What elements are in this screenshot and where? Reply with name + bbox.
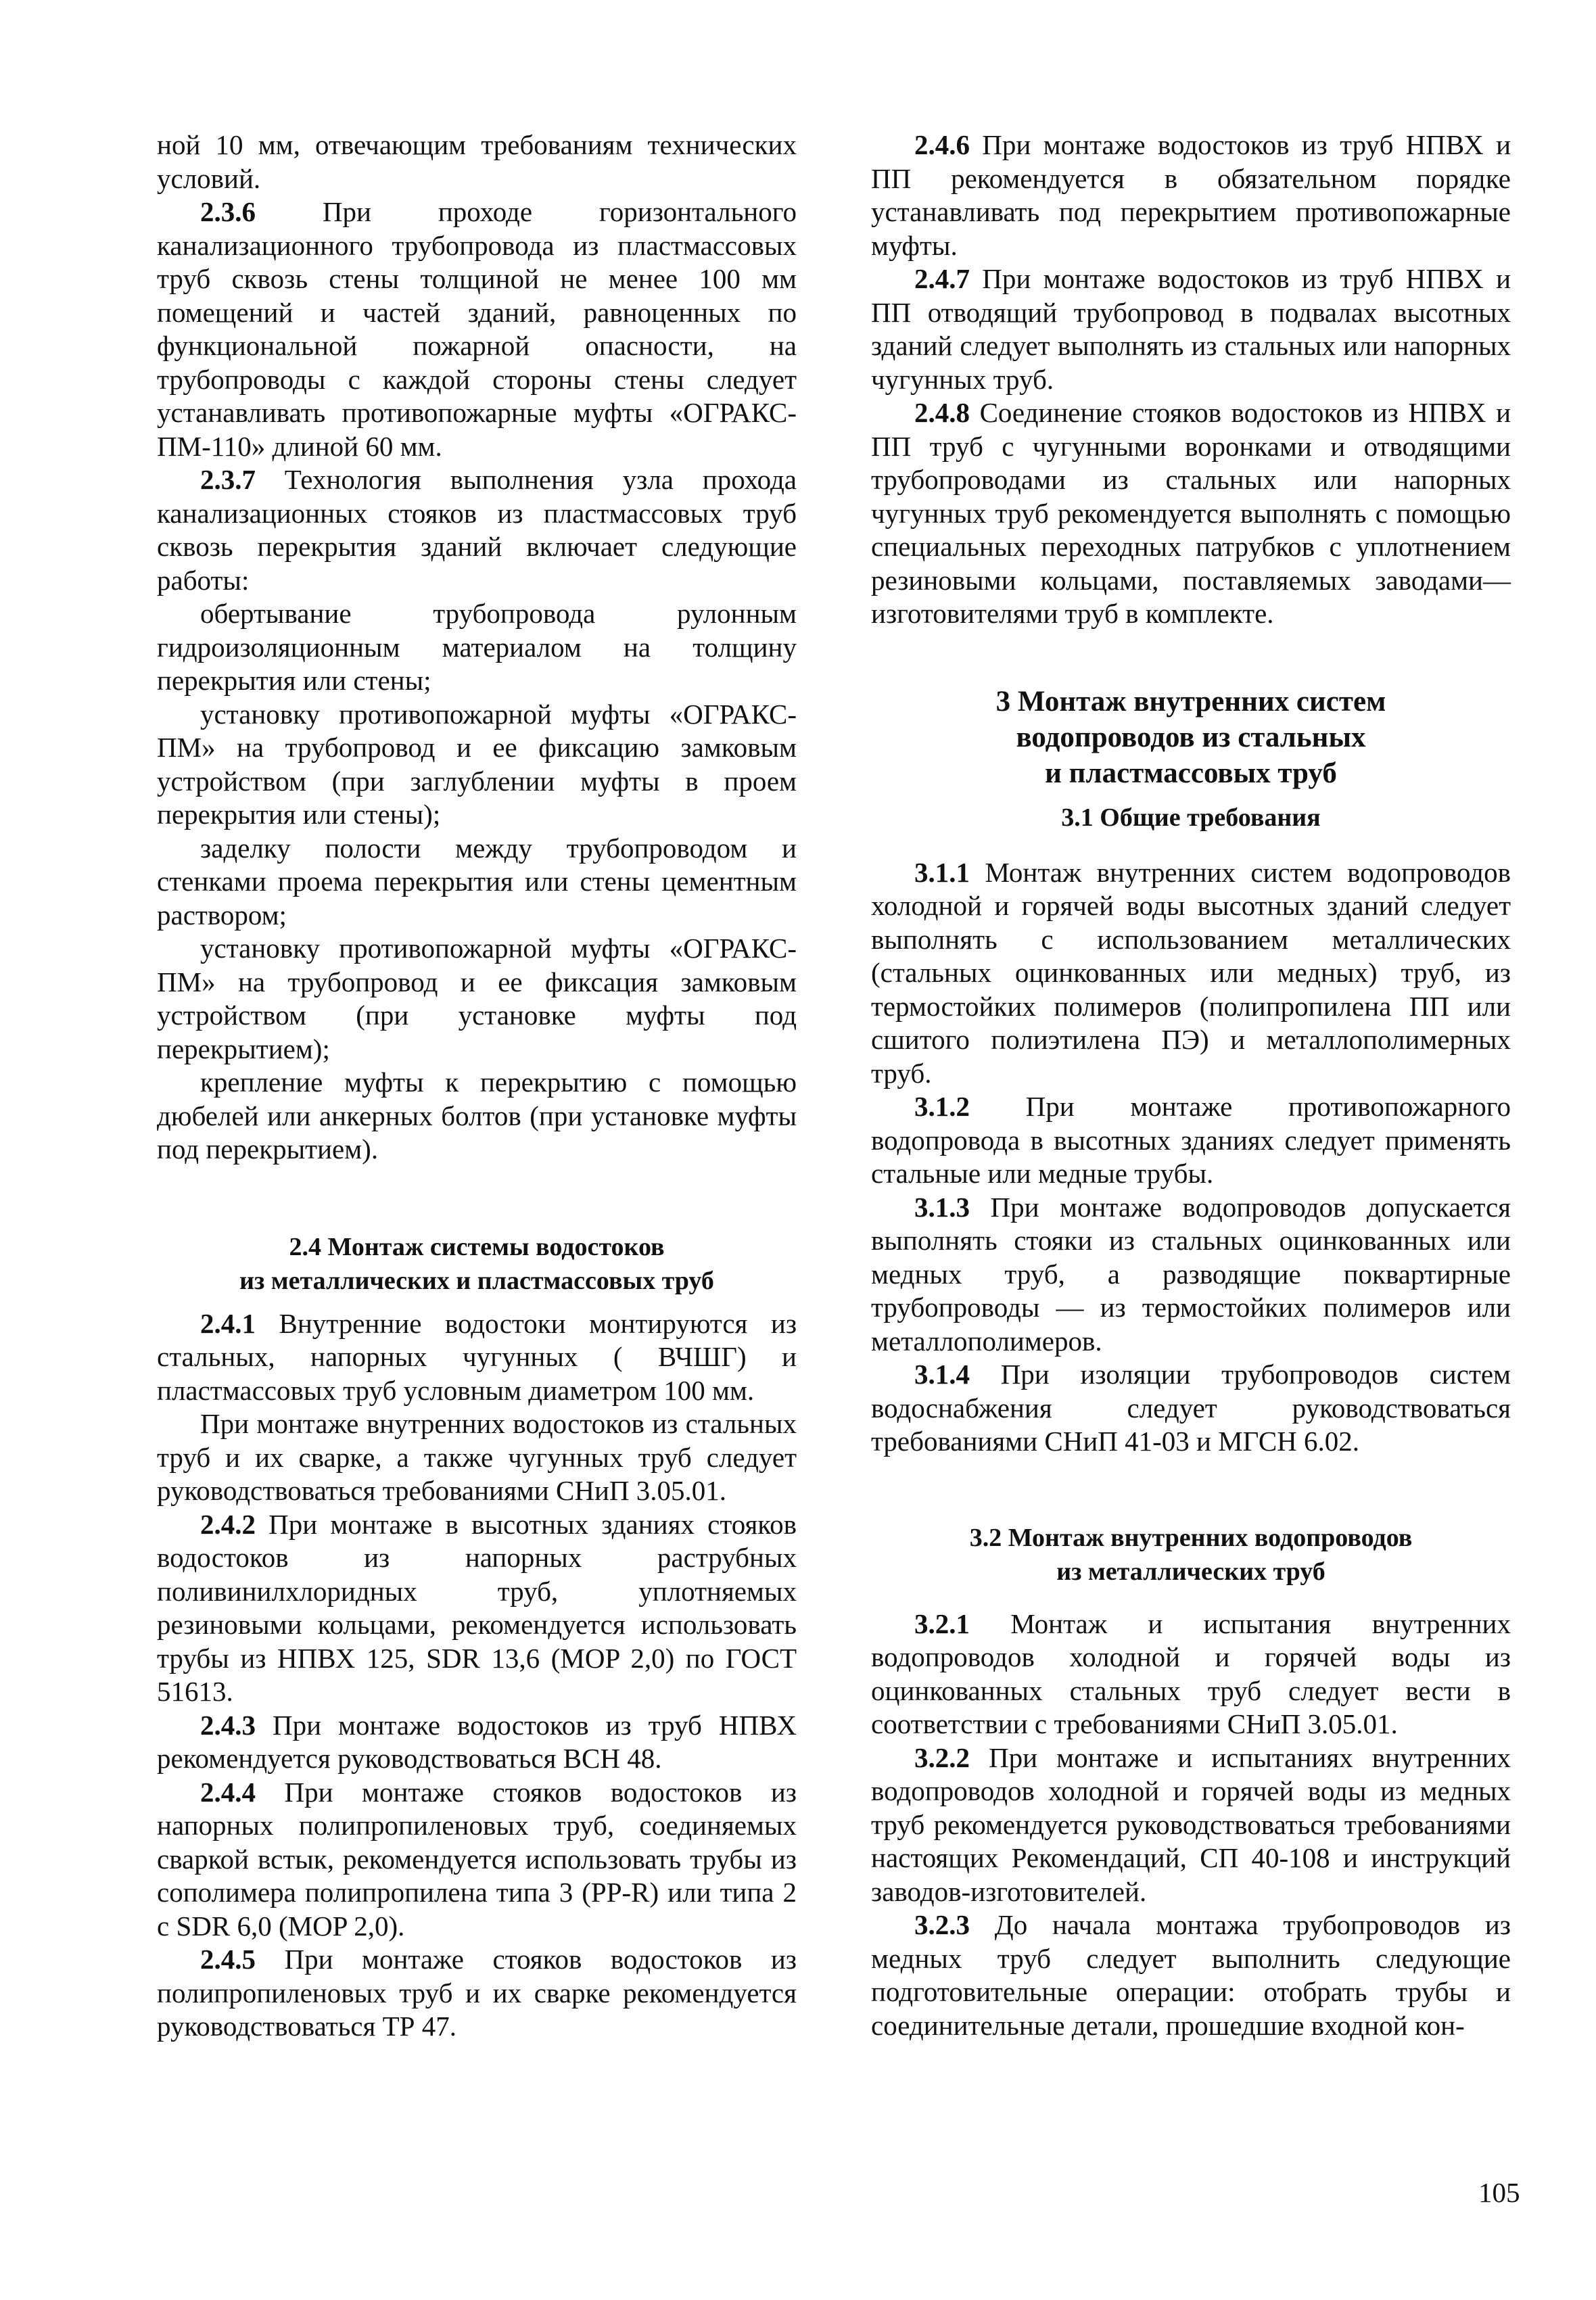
- paragraph-3-1-2: [871, 1090, 1511, 1191]
- paragraph-3-2-3: [871, 1908, 1511, 2042]
- clause-text: При монтаже водостоков из труб НПВХ и ПП отводящий трубопровод в подвалах высотных зданий следует выполнять из стальных или напорных чугунных труб.: [871, 263, 1511, 395]
- clause-number: 2.4.1: [200, 1307, 256, 1339]
- clause-text: При монтаже и испытаниях внутренних водопроводов холодной и горячей воды из медных труб рекомендуется руководствоваться требованиями настоящих Рекомендаций, СП 40-108 и инструкций заводов-изготовителей.: [871, 1741, 1511, 1907]
- clause-text: При проходе горизонтального канализационного трубопровода из пластмассовых труб сквозь стены толщиной не менее 100 мм помещений и частей зданий, равноценных по функциональной пожарной опасности, на трубопроводы с каждой стороны стены следует устанавливать противопожарные муфты «ОГРАКС-ПМ-110» длиной 60 мм.: [157, 196, 797, 462]
- clause-text: Внутренние водостоки монтируются из стальных, напорных чугунных ( ВЧШГ) и пластмассовых труб условным диаметром 100 мм.: [157, 1307, 797, 1406]
- clause-text: При монтаже стояков водостоков из полипропиленовых труб и их сварке рекомендуется руководствоваться ТР 47.: [157, 1944, 797, 2042]
- list-item: заделку полости между трубопроводом и стенками проема перекрытия или стены цементным раствором;: [157, 832, 797, 931]
- clause-number: 2.4.5: [200, 1944, 256, 1975]
- paragraph-2-3-6: [157, 195, 797, 463]
- paragraph-2-4-5: [157, 1943, 797, 2044]
- heading-line: из металлических и пластмассовых труб: [239, 1266, 714, 1295]
- clause-text: При монтаже водостоков из труб НПВХ и ПП рекомендуется в обязательном порядке устанавливать под перекрытием противопожарные муфты.: [871, 129, 1511, 261]
- clause-number: 2.4.7: [914, 263, 970, 294]
- list-item: обертывание трубопровода рулонным гидроизоляционным материалом на толщину перекрытия или стены;: [157, 598, 797, 696]
- paragraph-3-2-2: [871, 1741, 1511, 1909]
- clause-number: 2.3.7: [200, 464, 256, 495]
- clause-text: При монтаже водопроводов допускается выполнять стояки из стальных оцинкованных или медных труб, а разводящие поквартирные трубопроводы — из термостойких полимеров или металлополимеров.: [871, 1191, 1511, 1357]
- clause-number: 3.1.1: [914, 856, 970, 888]
- clause-number: 2.4.2: [200, 1508, 256, 1540]
- paragraph-2-4-8: [871, 396, 1511, 631]
- heading-line: водопроводов из стальных: [1016, 721, 1366, 753]
- paragraph-2-4-1: [157, 1307, 797, 1408]
- heading-line: 3.2 Монтаж внутренних водопроводов: [969, 1523, 1413, 1552]
- clause-number: 3.2.3: [914, 1909, 970, 1940]
- clause-number: 3.1.2: [914, 1091, 970, 1122]
- paragraph-3-1-1: [871, 856, 1511, 1091]
- clause-text: Технология выполнения узла прохода канализационных стояков из пластмассовых труб сквозь перекрытия зданий включает следующие работы:: [157, 464, 797, 596]
- clause-text: Монтаж и испытания внутренних водопроводов холодной и горячей воды из оцинкованных стальных труб следует вести в соответствии с требованиями СНиП 3.05.01.: [871, 1607, 1511, 1739]
- works-list: [157, 597, 797, 1167]
- clause-text: При монтаже водостоков из труб НПВХ рекомендуется руководствоваться ВСН 48.: [157, 1709, 797, 1774]
- paragraph-3-1-4: [871, 1358, 1511, 1459]
- clause-text: При монтаже противопожарного водопровода в высотных зданиях следует применять стальные или медные трубы.: [871, 1091, 1511, 1189]
- clause-text: До начала монтажа трубопроводов из медных труб следует выполнить следующие подготовительные операции: отобрать трубы и соединительные детали, прошедшие входной кон-: [871, 1909, 1511, 2041]
- section-heading-3-1: 3.1 Общие требования: [1061, 803, 1321, 832]
- clause-text: При монтаже в высотных зданиях стояков водостоков из напорных раструбных поливинилхлоридных труб, уплотняемых резиновыми кольцами, рекомендуется использовать трубы из НПВХ 125, SDR 13,6 (MOP 2,0) по ГОСТ 51613.: [157, 1508, 797, 1707]
- clause-text: При изоляции трубопроводов систем водоснабжения следует руководствоваться требованиями СНиП 41-03 и МГСН 6.02.: [871, 1359, 1511, 1457]
- clause-number: 2.4.8: [914, 397, 970, 428]
- clause-number: 2.4.6: [914, 129, 970, 160]
- paragraph-2-4-3: [157, 1709, 797, 1776]
- clause-text: При монтаже стояков водостоков из напорных полипропиленовых труб, соединяемых сваркой встык, рекомендуется использовать трубы из сополимера полипропилена типа 3 (PP-R) или типа 2 с SDR 6,0 (MOP 2,0).: [157, 1776, 797, 1942]
- paragraph-2-4-2: [157, 1508, 797, 1709]
- list-item: установку противопожарной муфты «ОГРАКС-ПМ» на трубопровод и ее фиксацию замковым устройством (при заглублении муфты в проем перекрытия или стены);: [157, 698, 797, 830]
- paragraph-continuation: ной 10 мм, отвечающим требованиям технических условий.: [157, 129, 797, 194]
- paragraph-2-4-1-continued: При монтаже внутренних водостоков из стальных труб и их сварке, а также чугунных труб следует руководствоваться требованиями СНиП 3.05.01.: [157, 1408, 797, 1506]
- paragraph-2-4-7: [871, 262, 1511, 396]
- heading-line: 2.4 Монтаж системы водостоков: [289, 1232, 665, 1261]
- right-column: [871, 128, 1511, 2042]
- heading-line: и пластмассовых труб: [1045, 757, 1337, 789]
- chapter-heading-3: [871, 684, 1511, 791]
- heading-line: из металлических труб: [1056, 1557, 1325, 1586]
- list-item: крепление муфты к перекрытию с помощью дюбелей или анкерных болтов (при установке муфты под перекрытием).: [157, 1066, 797, 1165]
- list-item: установку противопожарной муфты «ОГРАКС-ПМ» на трубопровод и ее фиксация замковым устройством (при установке муфты под перекрытием);: [157, 933, 797, 1064]
- clause-number: 2.4.3: [200, 1709, 256, 1741]
- heading-line: 3 Монтаж внутренних систем: [995, 685, 1386, 718]
- clause-text: Монтаж внутренних систем водопроводов холодной и горячей воды высотных зданий следует выполнять с использованием металлических (стальных оцинкованных или медных) труб, из термостойких полимеров (полипропилена ПП или сшитого полиэтилена ПЭ) и металлополимерных труб.: [871, 856, 1511, 1089]
- clause-number: 3.1.3: [914, 1191, 970, 1223]
- clause-number: 3.1.4: [914, 1359, 970, 1390]
- clause-text: Соединение стояков водостоков из НПВХ и ПП труб с чугунными воронками и отводящими трубопроводами из стальных или напорных чугунных труб рекомендуется выполнять с помощью специальных переходных патрубков с уплотнением резиновыми кольцами, поставляемых заводами—изготовителями труб в комплекте.: [871, 397, 1511, 629]
- paragraph-3-2-1: [871, 1607, 1511, 1741]
- paragraph-2-4-6: [871, 128, 1511, 262]
- clause-number: 2.4.4: [200, 1776, 256, 1808]
- paragraph-2-4-4: [157, 1776, 797, 1944]
- clause-number: 3.2.2: [914, 1741, 970, 1773]
- paragraph-2-3-7: [157, 463, 797, 597]
- section-heading-3-2: [871, 1521, 1511, 1589]
- paragraph-3-1-3: [871, 1191, 1511, 1359]
- left-column: [157, 128, 797, 2044]
- page-number: 105: [1478, 2177, 1520, 2208]
- section-heading-2-4: [157, 1230, 797, 1298]
- clause-number: 3.2.1: [914, 1607, 970, 1639]
- clause-number: 2.3.6: [200, 196, 256, 227]
